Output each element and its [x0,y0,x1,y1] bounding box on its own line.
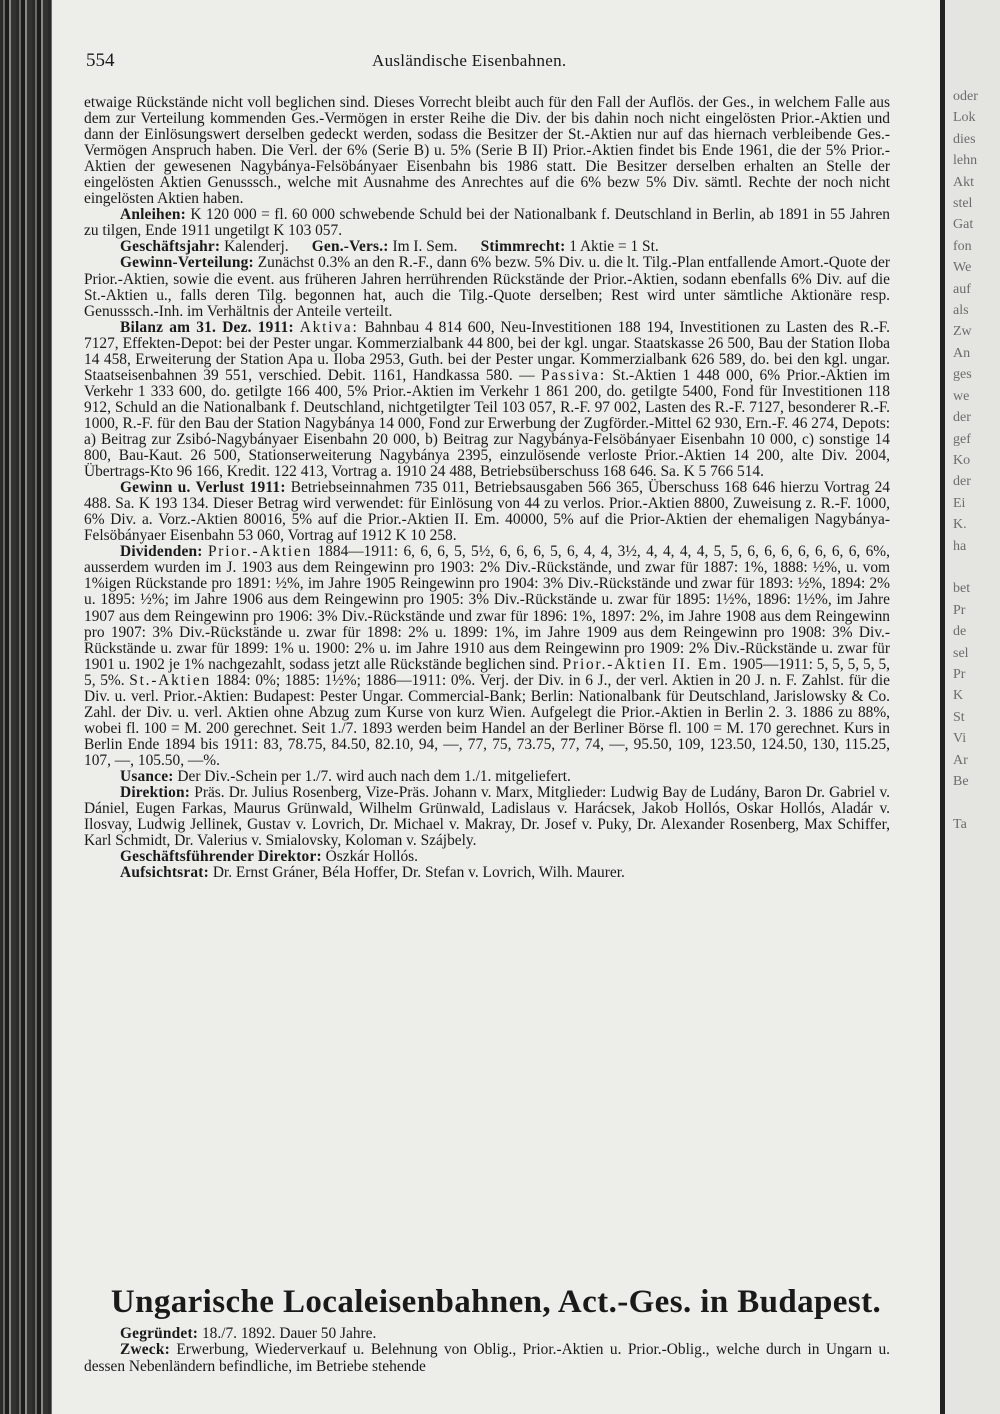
paragraph-zweck: Zweck: Erwerbung, Wiederverkauf u. Belehnung von Oblig., Prior.-Aktien u. Prior.-Oblig., welche durch in Ungarn u. dessen Nebenländern befindliche, im Betriebe stehende [84,1341,890,1375]
bleed-line: oder [953,89,978,104]
bleed-line: Pr [953,666,966,682]
bleed-line: fon [953,238,972,254]
label-stimmrecht: Stimmrecht: [480,238,566,256]
bleed-line [953,557,1000,578]
label-prior-aktien-ii: Prior.-Aktien II. Em. [562,655,729,673]
bleed-line: Ko [953,452,971,468]
paragraph-anleihen: Anleihen: K 120 000 = fl. 60 000 schwebende Schuld bei der Nationalbank f. Deutschland in Berlin, ab 1891 in 55 Jahren zu tilgen, Ende 1911 ungetilgt K 103 057. [84,206,890,240]
article-body [84,95,890,881]
bleed-line: der [953,474,971,490]
page-number: 554 [86,50,115,71]
bleed-line: We [953,260,972,276]
bleed-line: An [953,345,971,361]
bleed-line: Akt [953,174,974,190]
facing-page-edge [940,0,1000,1414]
paragraph-gewinn-verlust: Gewinn u. Verlust 1911: Betriebseinnahmen 735 011, Betriebsausgaben 566 365, Überschuss 168 646 hierzu Vortrag 24 488. Sa. K 193 134. Dieser Betrag wird verwendet: für Einlösung von 44 zu verlos. Prior.-Aktien 8800, Zuweisung z. R.-F. 1000, 6% Div. a. Vorz.-Aktien 80016, 5% auf die Prior.-Aktien II. Em. 40000, 5% auf die Prior-Aktien der ehemaligen Nagybánya-Felsöbányaer Eisenbahn 53 060, Vortrag auf 1912 K 10 258. [84,479,890,545]
article2-body [84,1326,890,1375]
paragraph-usance: Usance: Der Div.-Schein per 1./7. wird auch nach dem 1./1. mitgeliefert. [120,767,571,785]
label-gf-direktor: Geschäftsführender Direktor: [120,848,322,866]
label-geschaeftsjahr: Geschäftsjahr: [120,238,221,256]
bleed-line: dies [953,131,976,147]
label-gegruendet: Gegründet: [120,1325,199,1342]
label-dividenden: Dividenden: [120,543,203,561]
label-gewinn-verteilung: Gewinn-Verteilung: [120,254,254,272]
bleed-line: lehn [953,153,978,169]
page-header [86,50,886,74]
label-st-aktien: St.-Aktien [129,671,211,689]
bleed-line: Gat [953,217,974,233]
label-anleihen: Anleihen: [120,206,186,224]
bleed-line: St [953,709,965,725]
bleed-line: der [953,410,971,426]
label-bilanz: Bilanz am 31. Dez. 1911: [120,318,294,336]
bleed-line: K [953,688,964,704]
bleed-line: gef [953,431,971,447]
bleed-line: Ei [953,495,966,511]
bleed-line: Ta [953,816,967,832]
bleed-line: we [953,388,970,404]
bleed-line: Pr [953,602,966,618]
label-aktiva: Aktiva: [299,318,359,336]
bleed-line: sel [953,645,969,661]
running-title: Ausländische Eisenbahnen. [372,51,567,70]
label-prior-aktien: Prior.-Aktien [207,543,313,561]
bleed-line: Be [953,774,969,789]
paragraph-aufsichtsrat: Aufsichtsrat: Dr. Ernst Gráner, Béla Hoffer, Dr. Stefan v. Lovrich, Wilh. Maurer. [120,864,625,882]
bleed-line: bet [953,581,971,597]
paragraph-gegruendet: Gegründet: 18./7. 1892. Dauer 50 Jahre. [120,1325,377,1342]
label-direktion: Direktion: [120,784,191,802]
bleed-line: als [953,303,969,319]
article-title: Ungarische Localeisenbahnen, Act.-Ges. in Budapest. [110,1284,882,1320]
bleed-line: auf [953,281,971,297]
bleed-line: K. [953,517,967,533]
label-usance: Usance: [120,767,174,785]
bleed-line: de [953,624,967,640]
bleed-line [953,792,1000,813]
book-spine-shadow [0,0,52,1414]
bleed-line: Ar [953,752,968,768]
label-gen-vers: Gen.-Vers.: [311,238,389,256]
paragraph-gf-direktor: Geschäftsführender Direktor: Oszkár Hollós. [120,848,419,866]
bleed-through-text [953,86,1000,835]
paragraph-direktion: Direktion: Präs. Dr. Julius Rosenberg, Vize-Präs. Johann v. Marx, Mitglieder: Ludwig Bay de Ludány, Baron Dr. Gabriel v. Dániel, Eugen Farkas, Maurus Grünwald, Wilhelm Grünwald, Ladislaus v. Harácsek, Jakob Hollós, Oskar Hollós, Aladár v. Ilosvay, Ludwig Jellinek, Gustav v. Lovrich, Dr. Michael v. Makray, Dr. Josef v. Puky, Dr. Alexander Rosenberg, Max Schiffer, Karl Schmidt, Dr. Valerius v. Smialovsky, Koloman v. Szájbely. [84,784,890,850]
paragraph-bilanz: Bilanz am 31. Dez. 1911: Aktiva: Bahnbau 4 814 600, Neu-Investitionen 188 194, Investitionen zu Lasten des R.-F. 7127, Effekten-Depot: bei der Pester ungar. Kommerzialbank 44 800, bei der kgl. ungar. Staatskasse 26 500, Bau der Station Iloba 14 458, Erweiterung der Station Apa u. Iloba 2953, Guth. bei der Pester ungar. Kommerzialbank 626 589, do. bei den kgl. ungar. Staatseisenbahnen 39 551, verschied. Debit. 1161, Handkassa 580. — Passiva: St.-Aktien 1 448 000, 6% Prior.-Aktien im Verkehr 1 333 600, do. getilgte 166 400, 5% Prior.-Aktien im Verkehr 1 861 200, do. getilgte 5400, Fond für Investitionen 118 912, Schuld an die Nationalbank f. Deutschland, nichtgetilgter Teil 103 057, R.-F. 97 002, Lasten des R.-F. 7127, besonderer R.-F. 1000, R.-F. für den Bau der Station Nagybánya 14 000, Fond zur Erwerbung der Zugförder.-Mittel 62 930, Ern.-F. 46 274, Depots: a) Beitrag zur Zsibó-Nagybányaer Eisenbahn 20 000, b) Beitrag zur Nagybánya-Felsöbányaer Eisenbahn 10 000, c) sonstige 14 800, Bau-Kaut. 26 500, Stationserweiterung Nagybánya 2395, einzulösende verloste Prior.-Aktien 14 200, alte Div. 2004, Übertrags-Kto 96 166, Kredit. 122 413, Vortrag a. 1910 24 488, Betriebsüberschuss 168 646. Sa. K 5 766 514. [84,318,890,481]
label-passiva: Passiva: [541,366,606,384]
bleed-line: Zw [953,324,972,340]
bleed-line: stel [953,196,973,212]
label-aufsichtsrat: Aufsichtsrat: [120,864,209,882]
paragraph-dividenden: Dividenden: Prior.-Aktien 1884—1911: 6, 6, 6, 5, 5½, 6, 6, 6, 5, 6, 4, 4, 3½, 4, 4, 4, 4, 5, 5, 6, 6, 6, 6, 6, 6, 6, 6%, ausserdem wurden im J. 1903 aus dem Reingewinn pro 1903: 2% Div.-Rückstände, und zwar für 1887: 1%, 1888: ½%, u. vom 1%igen Rückstande pro 1891: ½%, im Jahre 1905 Reingewinn pro 1904: 3% Div.-Rückstände und zwar für 1893: ½%, 1894: 2% u. 1895: ½%; im Jahre 1906 aus dem Reingewinn pro 1905: 3% Div.-Rückstände u. zwar für 1895: 1½%, 1896: 1½%, im Jahre 1907 aus dem Reingewinn pro 1906: 3% Div.-Rückstände und zwar für 1896: 1%, 1897: 2%, im Jahre 1908 aus dem Reingewinn pro 1907: 3% Div.-Rückstände u. zwar für 1898: 2% u. 1899: 1%, im Jahre 1909 aus dem Reingewinn pro 1908: 3% Div.-Rückstände u. zwar für 1899: 1% u. 1900: 2% u. im Jahre 1910 aus dem Reingewinn pro 1909: 2% Div.-Rückstände u. zwar für 1901 u. 1902 je 1% nachgezahlt, sodass jetzt alle Rückstände beglichen sind. Prior.-Aktien II. Em. 1905—1911: 5, 5, 5, 5, 5, 5, 5%. St.-Aktien 1884: 0%; 1885: 1½%; 1886—1911: 0%. Verj. der Div. in 6 J., der verl. Aktien in 20 J. n. F. Zahlst. für die Div. u. verl. Prior.-Aktien: Budapest: Pester Ungar. Commercial-Bank; Berlin: Nationalbank für Deutschland, Jarislowsky & Co. Zahl. der Div. u. verl. Aktien ohne Abzug zum Kurse von kurz Wien. Aufgelegt die Prior.-Aktien in Berlin 2. 3. 1886 zu 88%, wobei fl. 100 = M. 200 gerechnet. Seit 1./7. 1893 werden beim Handel an der Berliner Börse fl. 100 = M. 170 gerechnet. Kurs in Berlin Ende 1894 bis 1911: 83, 78.75, 84.50, 82.10, 94, —, 77, 75, 73.75, 77, 74, —, 95.50, 109, 123.50, 124.50, 130, 115.25, 107, —, 105.50, —%. [84,543,890,769]
paragraph-geschaeftsjahr: Geschäftsjahr: Kalenderj. Gen.-Vers.: Im I. Sem. Stimmrecht: 1 Aktie = 1 St. [120,238,659,256]
bleed-line: ges [953,367,972,383]
bleed-line: ha [953,538,967,554]
label-gewinn-verlust: Gewinn u. Verlust 1911: [120,479,286,497]
label-zweck: Zweck: [120,1341,170,1359]
paragraph-gewinn-verteilung: Gewinn-Verteilung: Zunächst 0.3% an den R.-F., dann 6% bezw. 5% Div. u. die lt. Tilg.-Plan entfallende Amort.-Quote der Prior.-Aktien, sowie die event. aus früheren Jahren herrührenden Rückstände der Prior.-Aktien, sodann ebenfalls 6% Div. auf die St.-Aktien u., falls deren Tilg. begonnen hat, auch die Tilg.-Quote derselben; Rest wird unter sämtliche Aktionäre resp. Genusssch.-Inh. im Verhältnis der Anteile verteilt. [84,254,890,320]
paragraph-intro: etwaige Rückstände nicht voll beglichen sind. Dieses Vorrecht bleibt auch für den Fall der Auflös. der Ges., in welchem Falle aus dem zur Verteilung kommenden Ges.-Vermögen in erster Reihe die Div. der bis dahin noch nicht eingelösten Prior.-Aktien und dann der Einlösungswert derselben gedeckt werden, sodass die Besitzer der St.-Aktien nur auf das hiernach verbleibende Ges.-Vermögen Anspruch haben. Die Verl. der 6% (Serie B) u. 5% (Serie B II) Prior.-Aktien findet bis Ende 1961, die der 5% Prior.-Aktien der gewesenen Nagybánya-Felsöbányaer Eisenbahn bis 1986 statt. Die Besitzer derselben erhalten an Stelle der eingelösten Aktien Genusssch., welche mit Ausnahme des Anrechtes auf die 6% bezw 5% Div. sämtl. Rechte der noch nicht eingelösten Aktien haben. [84,94,890,208]
bleed-line: Vi [953,731,967,747]
bleed-line: Lok [953,110,976,126]
